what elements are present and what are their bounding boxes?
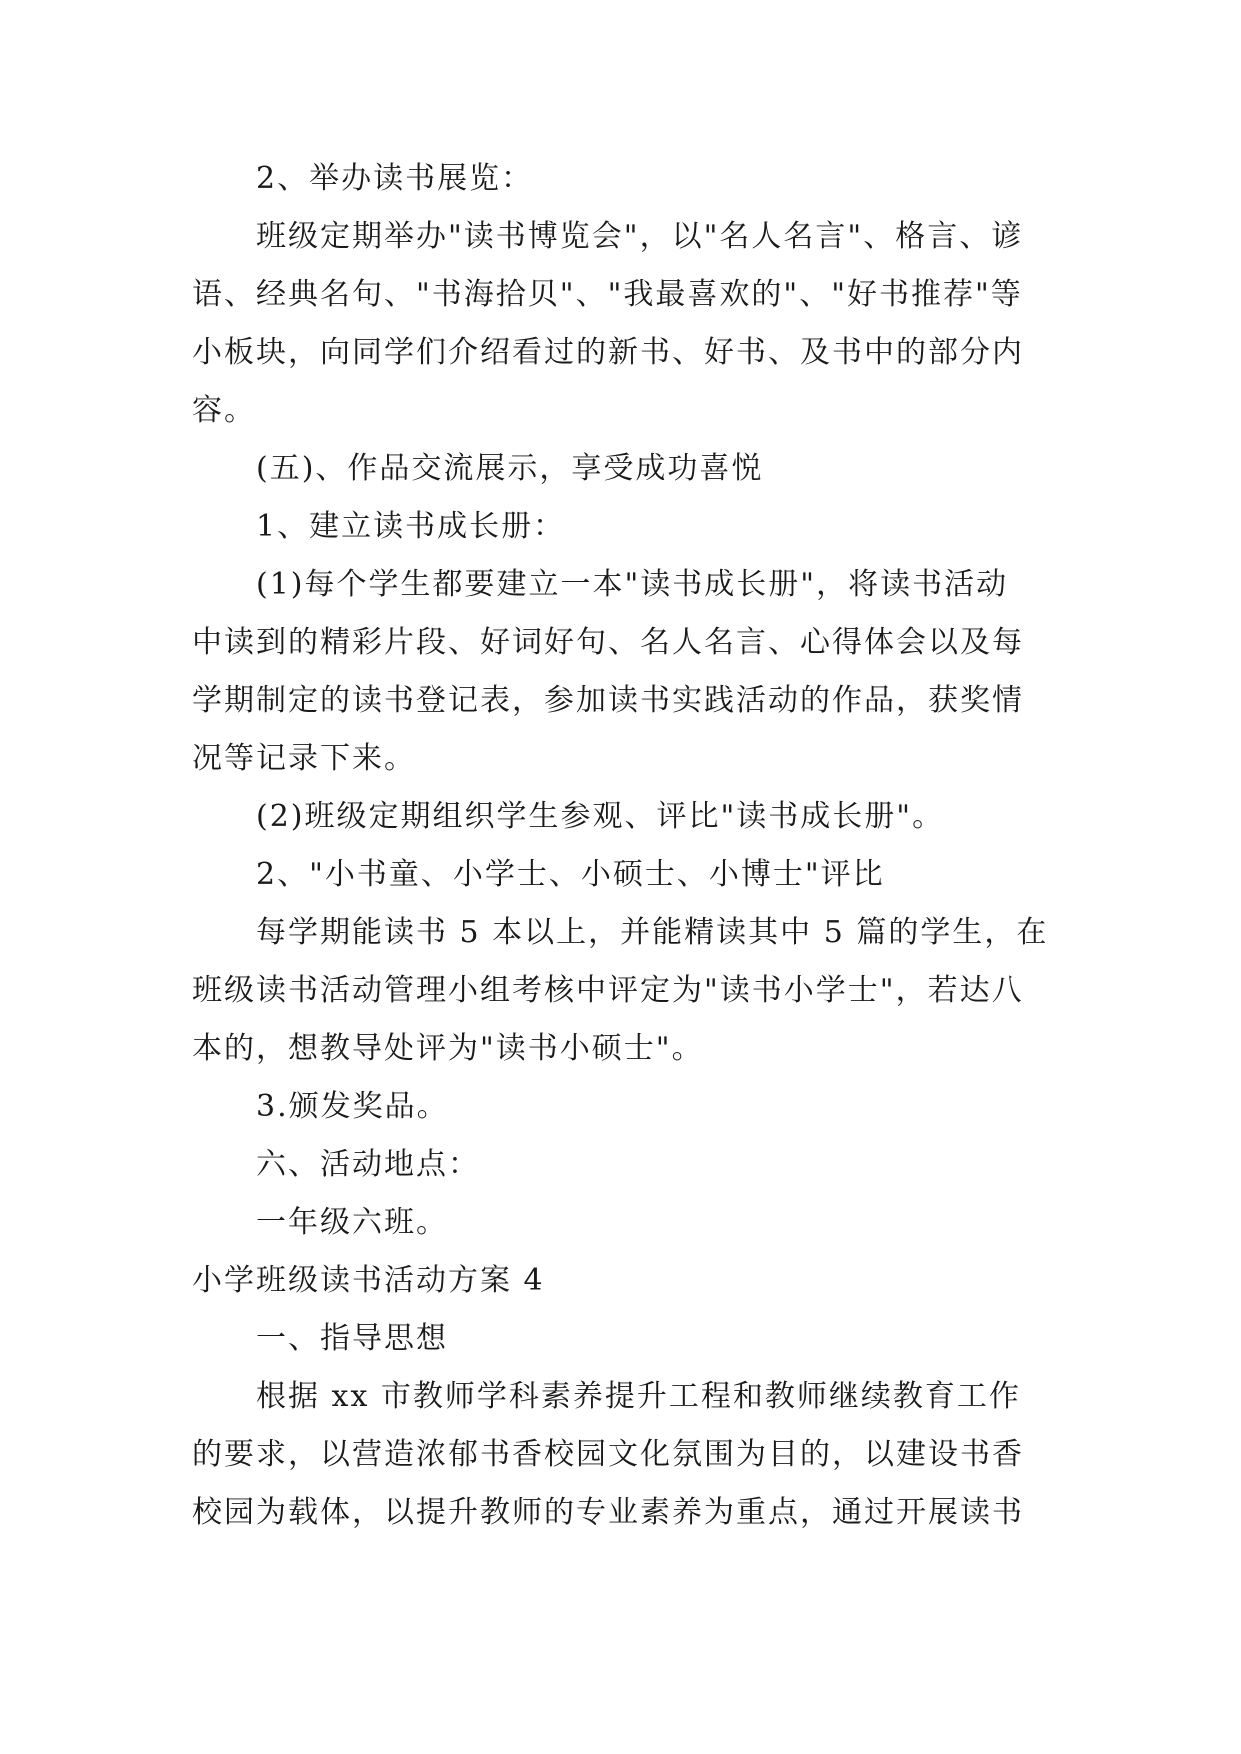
section-heading: 1、建立读书成长册： <box>256 509 566 544</box>
section-heading: 一、指导思想 <box>256 1321 448 1356</box>
paragraph-line: 语、经典名句、"书海拾贝"、"我最喜欢的"、"好书推荐"等 <box>192 277 1023 312</box>
paragraph-line: 校园为载体，以提升教师的专业素养为重点，通过开展读书 <box>192 1495 1024 1530</box>
paragraph-line: 班级读书活动管理小组考核中评定为"读书小学士"，若达八 <box>192 973 1024 1008</box>
paragraph-line: 根据 xx 市教师学科素养提升工程和教师继续教育工作 <box>256 1379 1021 1414</box>
paragraph-line: 容。 <box>192 393 256 428</box>
paragraph-line: 的要求，以营造浓郁书香校园文化氛围为目的，以建设书香 <box>192 1437 1024 1472</box>
paragraph-line: 班级定期举办"读书博览会"，以"名人名言"、格言、谚 <box>256 219 1024 254</box>
paragraph-line: 本的，想教导处评为"读书小硕士"。 <box>192 1031 704 1066</box>
paragraph-line: 况等记录下来。 <box>192 741 416 776</box>
section-heading: 六、活动地点： <box>256 1147 480 1182</box>
section-heading: 2、"小书童、小学士、小硕士、小博士"评比 <box>256 857 885 892</box>
paragraph-line: (1)每个学生都要建立一本"读书成长册"，将读书活动 <box>256 567 1009 602</box>
document-title: 小学班级读书活动方案 4 <box>192 1263 545 1298</box>
paragraph-line: 每学期能读书 5 本以上，并能精读其中 5 篇的学生，在 <box>256 915 1049 950</box>
paragraph-line: 学期制定的读书登记表，参加读书实践活动的作品，获奖情 <box>192 683 1024 718</box>
paragraph-line: 中读到的精彩片段、好词好句、名人名言、心得体会以及每 <box>192 625 1024 660</box>
paragraph-line: (2)班级定期组织学生参观、评比"读书成长册"。 <box>256 799 945 834</box>
section-heading: 2、举办读书展览： <box>256 161 534 196</box>
section-heading: (五)、作品交流展示，享受成功喜悦 <box>256 451 764 486</box>
paragraph-line: 小板块，向同学们介绍看过的新书、好书、及书中的部分内 <box>192 335 1024 370</box>
paragraph-line: 一年级六班。 <box>256 1205 448 1240</box>
document-body <box>192 160 1052 1532</box>
paragraph-line: 3.颁发奖品。 <box>256 1089 449 1124</box>
